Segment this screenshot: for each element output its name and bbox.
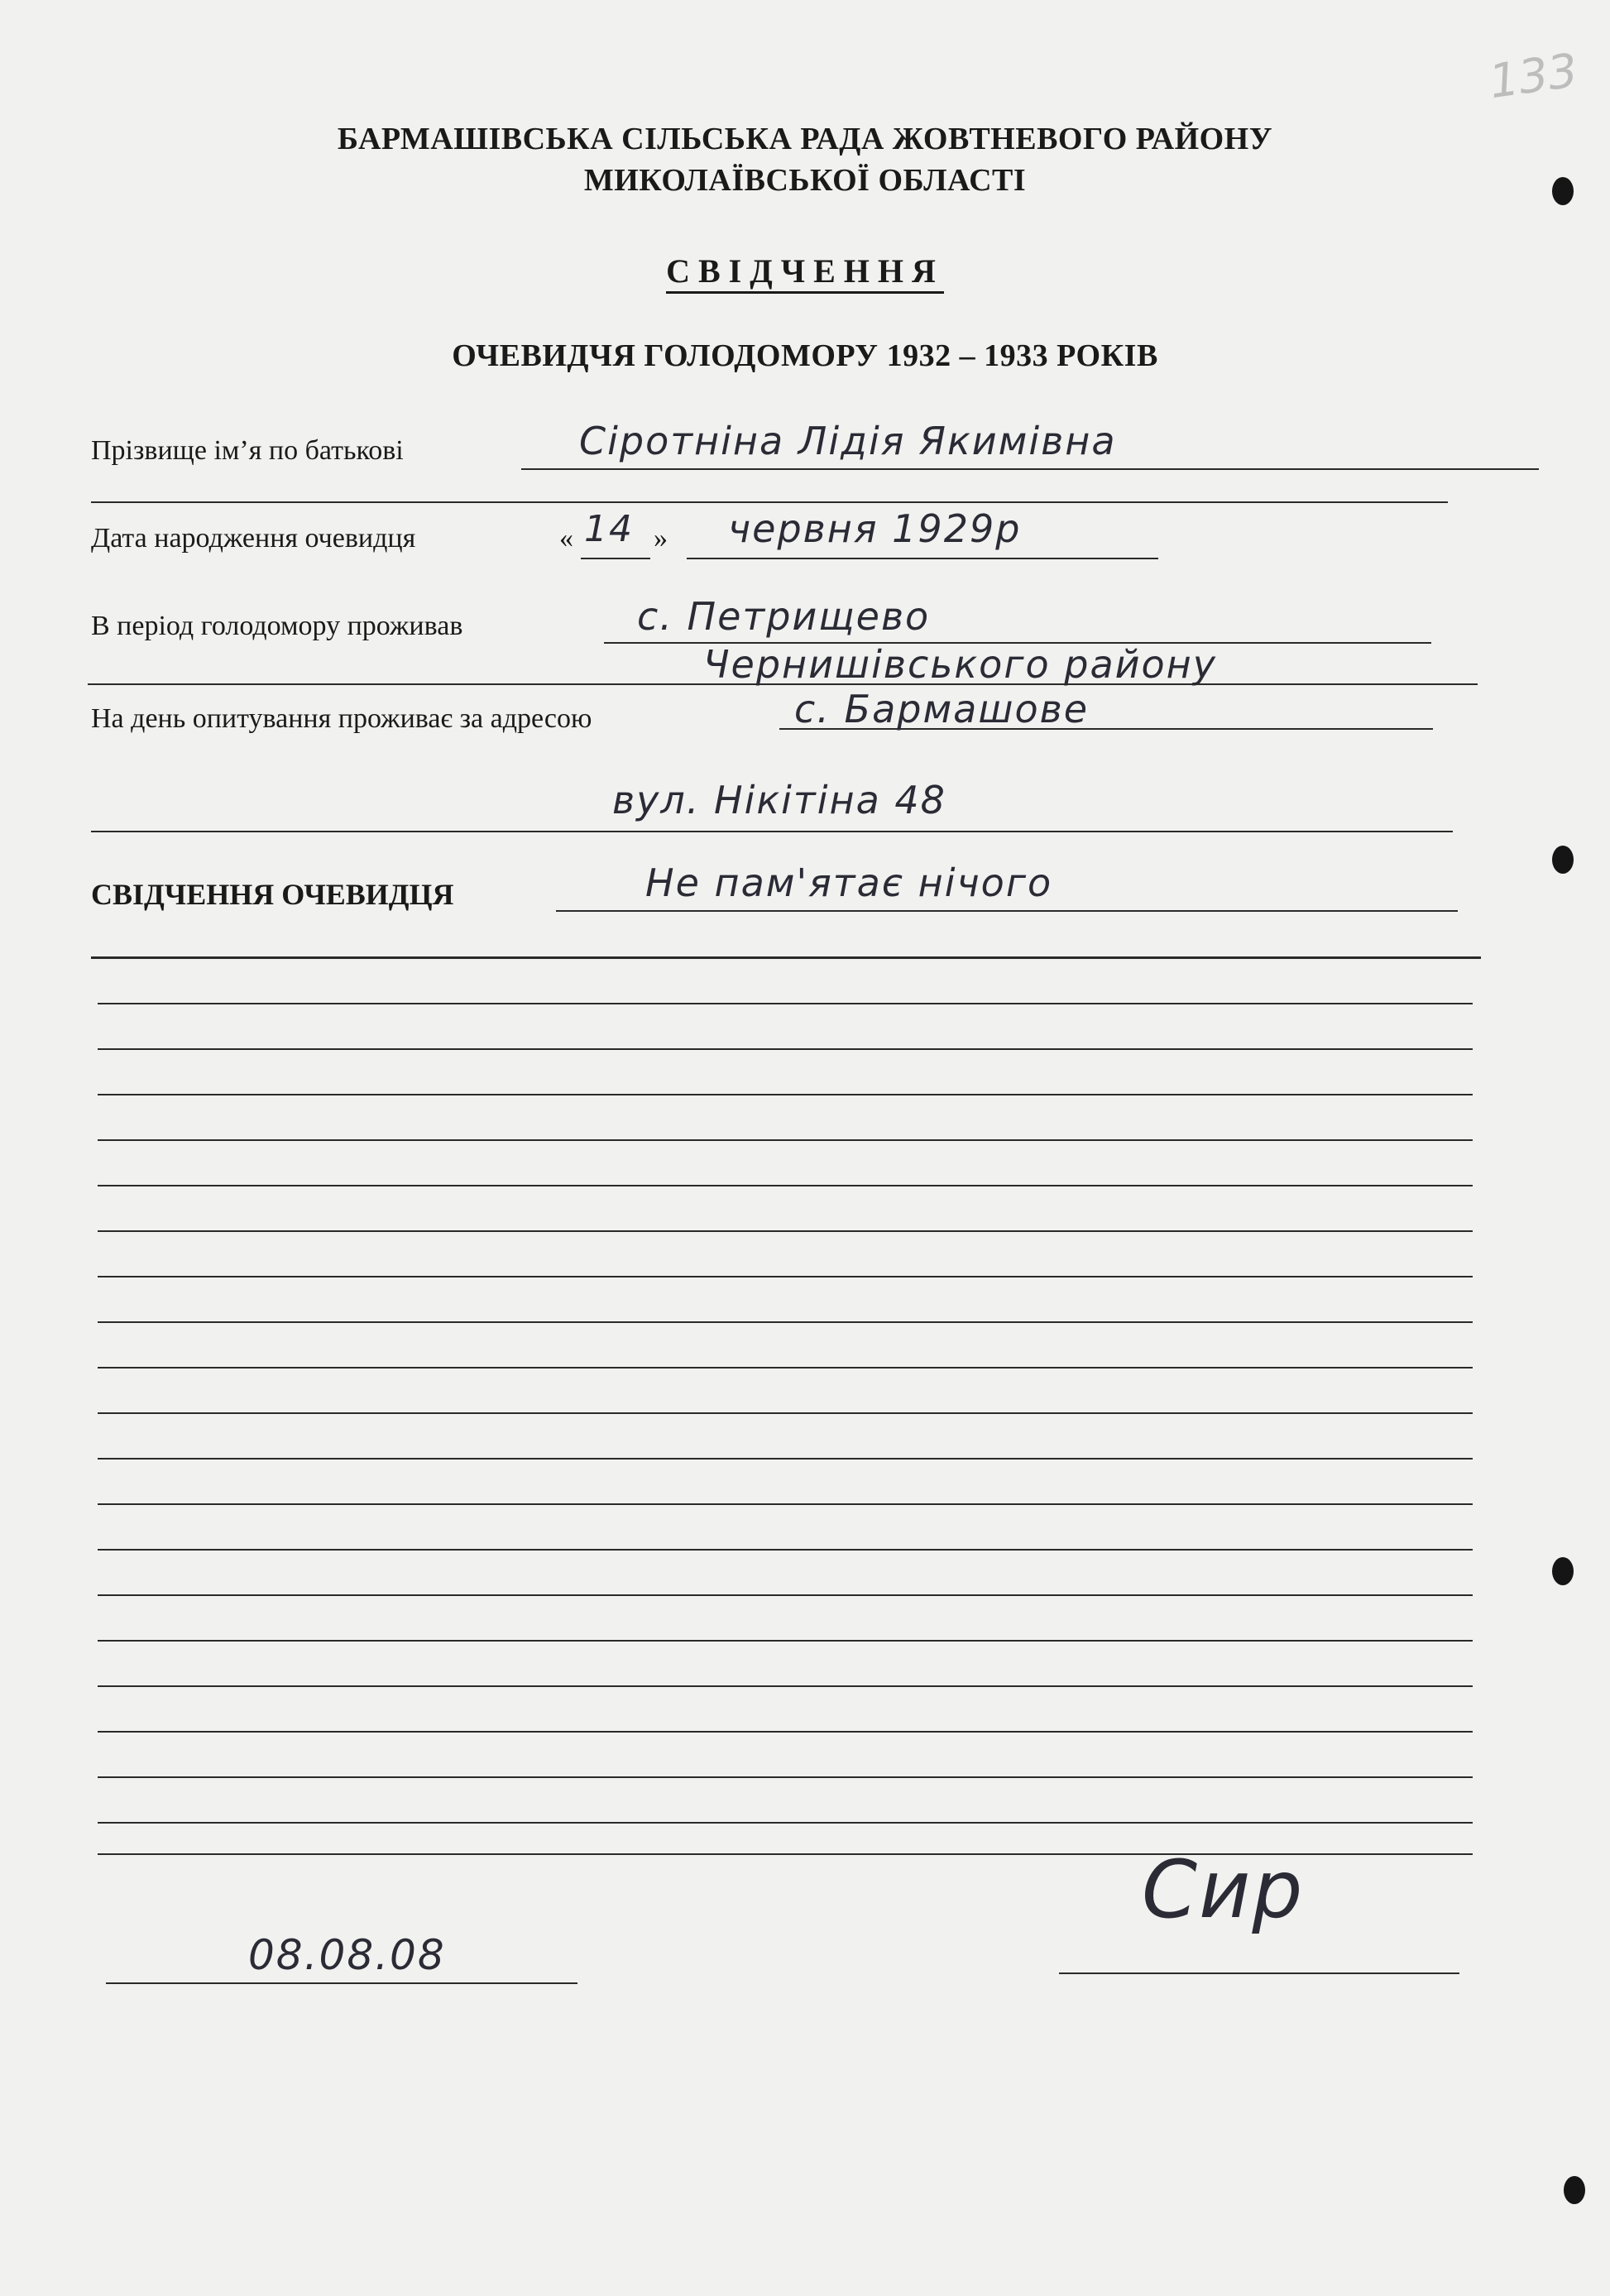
ruled-line	[98, 1412, 1473, 1414]
signature-underline	[1059, 1972, 1459, 1974]
birth-label: Дата народження очевидця	[91, 523, 416, 554]
ruled-line	[98, 1230, 1473, 1232]
ruled-line	[98, 1776, 1473, 1778]
document-title: СВІДЧЕННЯ	[0, 252, 1610, 290]
ruled-line	[98, 1731, 1473, 1733]
ruled-line	[98, 1640, 1473, 1642]
residence-line-2: Чернишівського району	[703, 642, 1217, 687]
address-underline-2	[91, 831, 1453, 832]
birth-day: 14	[584, 508, 634, 550]
date-underline	[106, 1982, 577, 1984]
document-subtitle: ОЧЕВИДЧЯ ГОЛОДОМОРУ 1932 – 1933 РОКІВ	[452, 338, 1158, 373]
ruled-line	[98, 1503, 1473, 1505]
testimony-text: Не пам'ятає нічого	[645, 860, 1053, 905]
ruled-line	[98, 1094, 1473, 1095]
ruled-line	[98, 1185, 1473, 1186]
birth-month-year: червня 1929р	[728, 506, 1022, 551]
punch-hole	[1552, 846, 1574, 874]
header-line-1: БАРМАШІВСЬКА СІЛЬСЬКА РАДА ЖОВТНЕВОГО РАЙОНУ	[337, 122, 1273, 156]
birth-month-underline	[687, 558, 1158, 559]
punch-hole	[1552, 1557, 1574, 1585]
address-line-1: с. Бармашове	[794, 687, 1090, 731]
birth-day-underline	[581, 558, 650, 559]
ruled-line	[98, 1685, 1473, 1687]
testimony-underline	[556, 910, 1458, 912]
ruled-line	[98, 1139, 1473, 1141]
header-line-2: МИКОЛАЇВСЬКОЇ ОБЛАСТІ	[583, 163, 1027, 198]
address-label: На день опитування проживає за адресою	[91, 703, 592, 734]
ruled-line	[98, 1003, 1473, 1004]
ruled-line	[98, 1367, 1473, 1368]
ruled-line	[98, 1048, 1473, 1050]
ruled-line	[98, 1458, 1473, 1460]
punch-hole	[1564, 2176, 1585, 2204]
ruled-line	[98, 1321, 1473, 1323]
ruled-line	[91, 956, 1481, 959]
name-underline	[521, 468, 1539, 470]
name-underline-2	[91, 501, 1448, 503]
residence-label: В період голодомору проживав	[91, 611, 463, 641]
ruled-line	[98, 1822, 1473, 1824]
birth-open-quote: «	[559, 523, 573, 554]
testimony-label: СВІДЧЕННЯ ОЧЕВИДЦЯ	[91, 878, 454, 911]
birth-close-quote: »	[654, 523, 668, 554]
archive-number: 133	[1485, 43, 1581, 110]
footer-date: 08.08.08	[248, 1931, 446, 1979]
signature: Сир	[1142, 1843, 1305, 1936]
ruled-line	[98, 1276, 1473, 1277]
name-value: Сіротніна Лідія Якимівна	[579, 419, 1117, 463]
address-line-2: вул. Нікітіна 48	[612, 778, 946, 822]
name-label: Прізвище ім’я по батькові	[91, 435, 404, 466]
ruled-line	[98, 1549, 1473, 1551]
residence-line-1: с. Петрищево	[637, 594, 931, 639]
residence-underline-2	[88, 683, 1478, 685]
ruled-line	[98, 1594, 1473, 1596]
